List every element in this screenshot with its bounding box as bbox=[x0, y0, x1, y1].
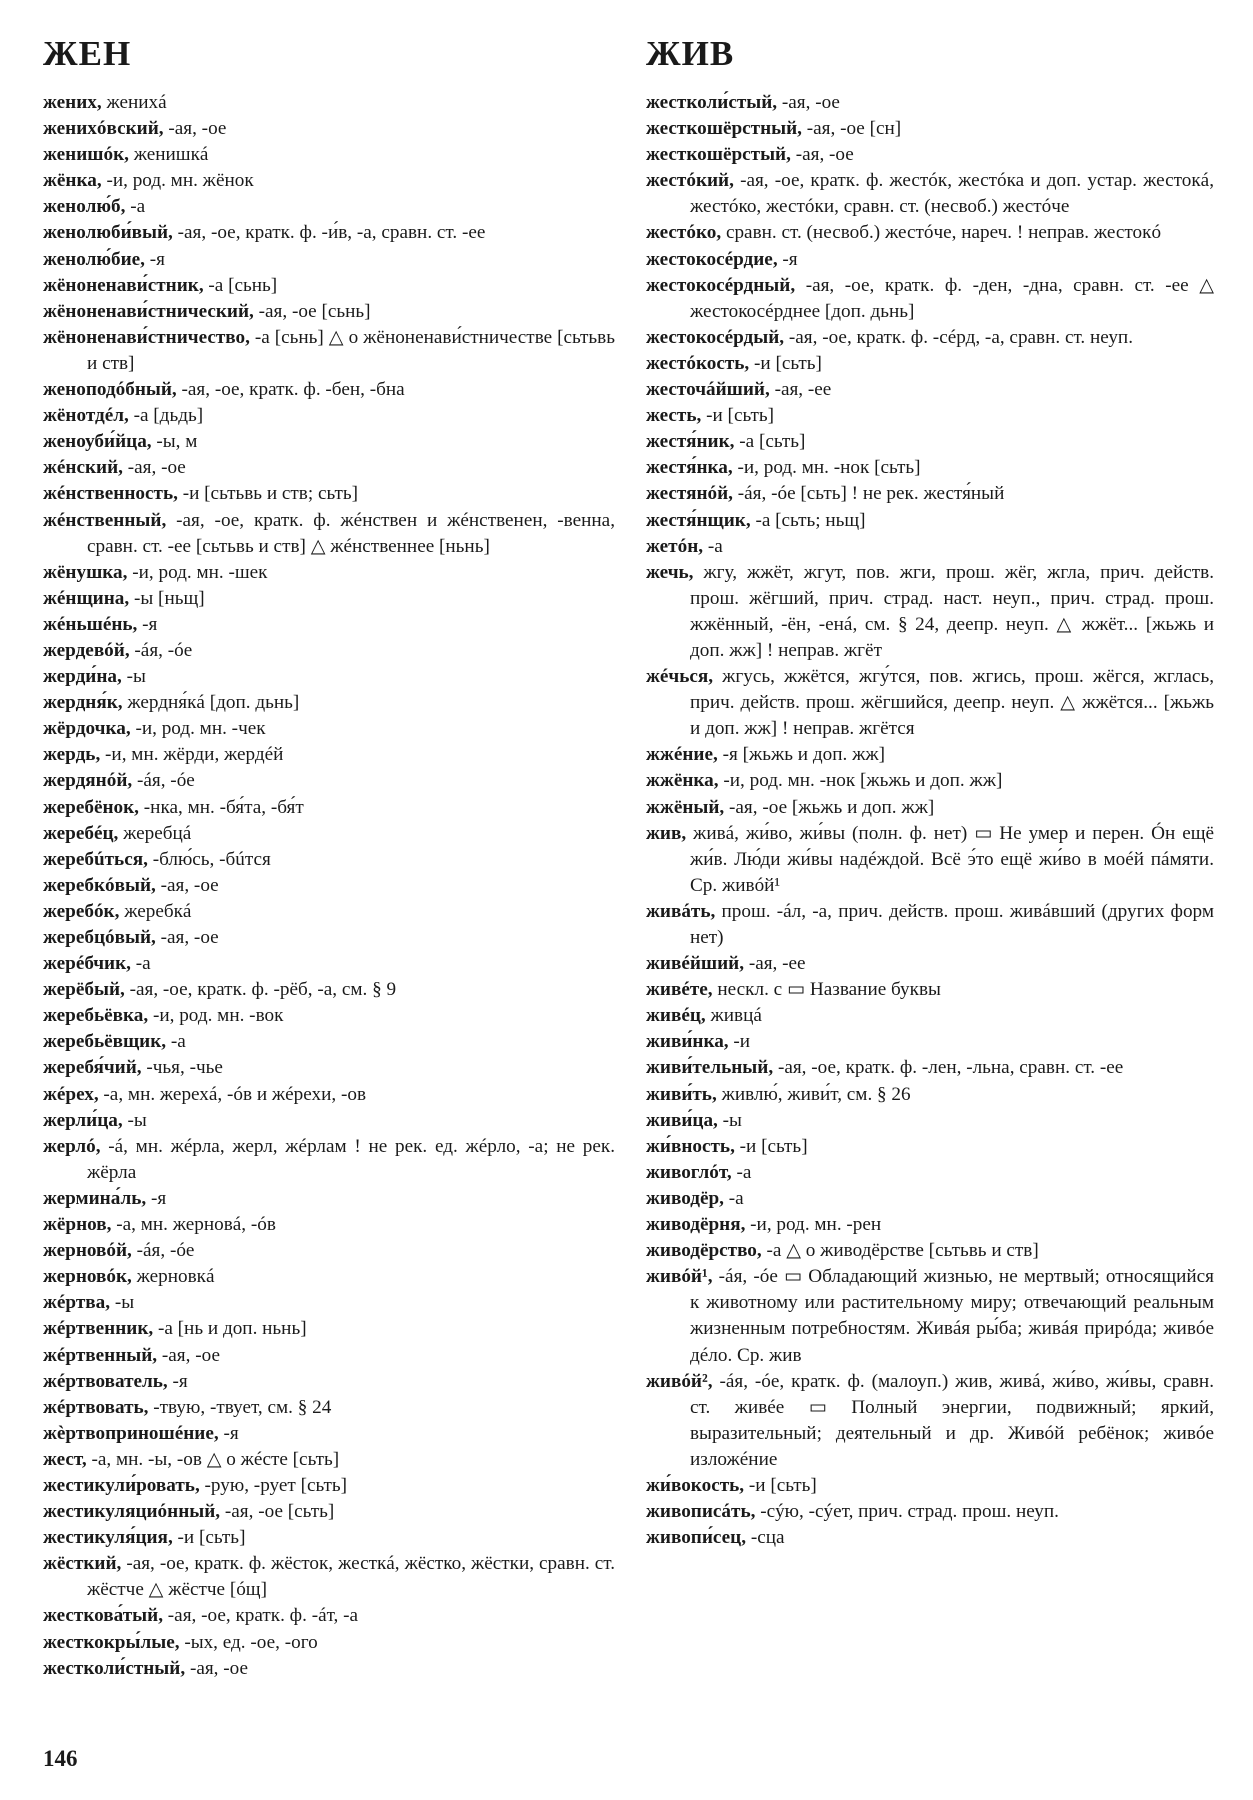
dictionary-entry bbox=[646, 1029, 1214, 1055]
entry-headword: живи́ца, bbox=[646, 1109, 718, 1131]
dictionary-entry bbox=[43, 168, 615, 194]
entry-definition: -и [сьть] bbox=[172, 1527, 246, 1549]
entry-definition: -нка, мн. -бя́та, -бя́т bbox=[138, 796, 304, 818]
dictionary-entry bbox=[646, 168, 1214, 220]
entry-definition: -а bbox=[130, 953, 151, 975]
entry-definition: сравн. ст. (несвоб.) жестóче, нареч. ! неправ. жестокó bbox=[721, 222, 1162, 244]
entry-headword: живодёрство, bbox=[646, 1240, 762, 1262]
entry-definition: -и [сьть] bbox=[734, 1135, 808, 1157]
dictionary-entry bbox=[43, 1343, 615, 1369]
dictionary-entry bbox=[43, 1055, 615, 1081]
entry-definition: -и, род. мн. -шек bbox=[127, 561, 268, 583]
dictionary-entry bbox=[646, 273, 1214, 325]
dictionary-entry bbox=[43, 1551, 615, 1603]
dictionary-entry bbox=[43, 299, 615, 325]
entry-headword: жжёнка, bbox=[646, 770, 719, 792]
entry-definition: жеребцá bbox=[118, 822, 192, 844]
entry-definition: -ая, -ое [сьнь] bbox=[253, 300, 371, 322]
dictionary-entry bbox=[43, 951, 615, 977]
entry-definition: -я bbox=[137, 613, 158, 635]
dictionary-entry bbox=[646, 899, 1214, 951]
entry-headword: жестя́ник, bbox=[646, 431, 735, 453]
entry-definition: -ая, -ое, кратк. ф. -сéрд, -а, сравн. ст. неуп. bbox=[784, 326, 1133, 348]
entry-headword: жéртвенник, bbox=[43, 1318, 154, 1340]
entry-definition: -я bbox=[167, 1370, 188, 1392]
entry-headword: жестокосéрдный, bbox=[646, 274, 796, 296]
dictionary-entry bbox=[646, 1369, 1214, 1473]
entry-headword: жердевóй, bbox=[43, 639, 130, 661]
entry-definition: -а [сьть; ньщ] bbox=[750, 509, 866, 531]
entry-headword: жжёный, bbox=[646, 796, 725, 818]
page-number: 146 bbox=[43, 1746, 78, 1771]
entry-definition: -ая, -ое, кратк. ф. -рёб, -а, см. § 9 bbox=[124, 979, 397, 1001]
entry-headword: жест, bbox=[43, 1448, 87, 1470]
dictionary-entry bbox=[646, 220, 1214, 246]
entry-definition: -а bbox=[731, 1161, 752, 1183]
entry-definition: -ая, -ее bbox=[769, 379, 832, 401]
entry-definition: прош. -áл, -а, прич. действ. прош. живáвший (других форм нет) bbox=[690, 900, 1214, 948]
dictionary-entry bbox=[646, 1473, 1214, 1499]
dictionary-entry bbox=[43, 1447, 615, 1473]
entry-definition: -ая, -ое bbox=[155, 927, 219, 948]
dictionary-entry bbox=[646, 481, 1214, 507]
entry-definition: -а, мн. жерновá, -óв bbox=[111, 1214, 276, 1236]
entry-headword: жёнушка, bbox=[43, 561, 128, 583]
entry-headword: жестóкий, bbox=[646, 170, 734, 192]
dictionary-entry bbox=[43, 560, 615, 586]
entry-definition: -и [сьть] bbox=[701, 405, 774, 427]
entry-definition: -á, мн. жéрла, жерл, жéрлам ! не рек. ед. жéрло, -а; не рек. жёрла bbox=[87, 1135, 615, 1183]
dictionary-entry bbox=[43, 664, 615, 690]
dictionary-entry bbox=[43, 194, 615, 220]
dictionary-entry bbox=[43, 716, 615, 742]
entry-headword: жéнственный, bbox=[43, 509, 167, 531]
entry-headword: живодёр, bbox=[646, 1187, 724, 1209]
entry-definition: -ая, -ее bbox=[744, 953, 806, 975]
dictionary-entry bbox=[43, 1082, 615, 1108]
entry-definition: -а, мн. жерехá, -óв и жéрехи, -ов bbox=[98, 1083, 367, 1105]
entry-definition: нескл. с ▭ Название буквы bbox=[712, 979, 941, 1001]
entry-headword: жéртвователь, bbox=[43, 1370, 168, 1392]
entry-definition: -áя, -óе bbox=[131, 1240, 195, 1262]
entry-headword: жестколи́стный, bbox=[43, 1657, 186, 1679]
entry-headword: жёнотдéл, bbox=[43, 405, 129, 427]
entry-definition: -а bbox=[703, 535, 723, 557]
dictionary-entry bbox=[646, 664, 1214, 742]
entry-definition: -и, мн. жёрди, жердéй bbox=[100, 744, 284, 766]
entry-headword: жестколи́стый, bbox=[646, 92, 778, 113]
entry-headword: жи́вность, bbox=[646, 1135, 735, 1157]
entry-definition: -áя, -óе, кратк. ф. (малоуп.) жив, живá, жи́во, жи́вы, сравн. ст. живéе ▭ Полный энергии, подвижный; яркий, выразительный; деятельный и др. Живóй ребёнок; живóе изложéние bbox=[690, 1370, 1214, 1470]
dictionary-entry bbox=[646, 768, 1214, 794]
entry-definition: -áя, -óе ▭ Обладающий жизнью, не мертвый; относящийся к животному или растительному миру; отвечающий реальным жизненным потребностям. Живáя ры́ба; живáя прирóда; живóе дéло. Ср. жив bbox=[690, 1266, 1214, 1366]
entry-definition: -а bbox=[723, 1187, 744, 1209]
entry-headword: жеребцóвый, bbox=[43, 927, 156, 948]
entry-headword: жермина́ль, bbox=[43, 1187, 147, 1209]
dictionary-entry bbox=[43, 977, 615, 1003]
dictionary-entry bbox=[43, 1264, 615, 1290]
dictionary-entry bbox=[646, 1238, 1214, 1264]
entry-headword: живи́тельный, bbox=[646, 1057, 774, 1079]
entry-definition: -и [сьтьвь и ств; сьть] bbox=[177, 483, 359, 505]
entry-headword: жеребя́чий, bbox=[43, 1057, 142, 1079]
entry-definition: -а [сьть] bbox=[734, 431, 806, 453]
entry-headword: жерди́на, bbox=[43, 666, 122, 688]
dictionary-entry bbox=[43, 220, 615, 246]
entry-definition: -ы bbox=[121, 666, 146, 688]
entry-headword: жестянóй, bbox=[646, 483, 733, 505]
entry-definition: -ых, ед. -ое, -ого bbox=[179, 1631, 318, 1653]
entry-definition: жгу, жжёт, жгут, пов. жги, прош. жёг, жгла, прич. действ. прош. жёгший, прич. страд. наст. неуп., прич. страд. прош. жжённый, -ён, -енá, см. § 24, деепр. неуп. △ жжёт... [жьжь и доп. жж] ! неправ. жгёт bbox=[690, 561, 1214, 661]
entry-headword: женихóвский, bbox=[43, 118, 164, 140]
dictionary-entry bbox=[646, 1055, 1214, 1081]
dictionary-entry bbox=[646, 1186, 1214, 1212]
entry-definition: -áя, -óе bbox=[129, 639, 193, 661]
entry-headword: жèртвоприношéние, bbox=[43, 1422, 219, 1444]
dictionary-entry bbox=[646, 429, 1214, 455]
dictionary-entry bbox=[646, 116, 1214, 142]
dictionary-entry bbox=[43, 377, 615, 403]
dictionary-entry bbox=[646, 977, 1214, 1003]
dictionary-entry bbox=[43, 325, 615, 377]
entry-headword: живи́нка, bbox=[646, 1031, 729, 1053]
dictionary-entry bbox=[646, 1160, 1214, 1186]
entry-headword: женишóк, bbox=[43, 144, 129, 166]
dictionary-entry bbox=[646, 351, 1214, 377]
entry-definition: -а bbox=[125, 196, 146, 218]
dictionary-entry bbox=[646, 142, 1214, 168]
dictionary-entry bbox=[646, 508, 1214, 534]
running-header-right: ЖИВ bbox=[646, 34, 735, 73]
entry-definition: женихá bbox=[101, 92, 167, 113]
entry-headword: жёноненави́стник, bbox=[43, 274, 204, 296]
dictionary-entry bbox=[43, 142, 615, 168]
dictionary-entry bbox=[43, 429, 615, 455]
dictionary-entry bbox=[43, 1134, 615, 1186]
entry-headword: жестя́нщик, bbox=[646, 509, 751, 531]
dictionary-entry bbox=[43, 403, 615, 429]
entry-headword: жéчься, bbox=[646, 666, 714, 688]
entry-headword: жёноненави́стнический, bbox=[43, 300, 254, 322]
entry-headword: живéте, bbox=[646, 979, 713, 1001]
entry-headword: жених, bbox=[43, 92, 102, 113]
entry-definition: -а bbox=[166, 1031, 186, 1053]
entry-headword: живоглóт, bbox=[646, 1161, 732, 1183]
entry-definition: -ая, -ое, кратк. ф. жёсток, жесткá, жёстко, жёстки, сравн. ст. жёстче △ жёстче [óщ] bbox=[87, 1553, 615, 1601]
entry-headword: жерёбый, bbox=[43, 979, 125, 1001]
entry-headword: женоуби́йца, bbox=[43, 431, 152, 453]
entry-headword: женоподóбный, bbox=[43, 379, 177, 401]
dictionary-entry bbox=[43, 638, 615, 664]
dictionary-entry bbox=[43, 1630, 615, 1656]
entry-definition: -ы bbox=[122, 1109, 147, 1131]
dictionary-entry bbox=[43, 847, 615, 873]
dictionary-entry bbox=[646, 1212, 1214, 1238]
entry-headword: жеребьёвщик, bbox=[43, 1031, 167, 1053]
entry-headword: живописáть, bbox=[646, 1501, 756, 1523]
entry-definition: -и [сьть] bbox=[744, 1474, 817, 1496]
dictionary-entry bbox=[43, 899, 615, 925]
dictionary-entry bbox=[43, 1369, 615, 1395]
entry-definition: -áя, -óе bbox=[132, 770, 195, 792]
dictionary-entry bbox=[43, 925, 615, 951]
entry-definition: -ы bbox=[717, 1109, 742, 1131]
entry-headword: жерлó, bbox=[43, 1135, 101, 1157]
entry-definition: живцá bbox=[705, 1005, 762, 1027]
entry-definition: -ы bbox=[110, 1292, 135, 1314]
dictionary-entry bbox=[646, 1525, 1214, 1551]
entry-definition: -я [жьжь и доп. жж] bbox=[717, 744, 885, 766]
entry-headword: жéнственность, bbox=[43, 483, 178, 505]
entry-definition: -ая, -ое bbox=[157, 1344, 220, 1366]
entry-headword: жестóкость, bbox=[646, 352, 750, 374]
entry-headword: жесть, bbox=[646, 405, 702, 427]
entry-headword: жеребúться, bbox=[43, 848, 148, 870]
dictionary-entry bbox=[43, 1003, 615, 1029]
dictionary-entry bbox=[43, 508, 615, 560]
entry-headword: жеребёнок, bbox=[43, 796, 139, 818]
entry-headword: жи́вокость, bbox=[646, 1474, 745, 1496]
entry-definition: -ы, м bbox=[151, 431, 198, 453]
dictionary-entry bbox=[43, 1421, 615, 1447]
dictionary-entry bbox=[43, 481, 615, 507]
dictionary-entry bbox=[646, 247, 1214, 273]
entry-headword: жетóн, bbox=[646, 535, 704, 557]
dictionary-entry bbox=[646, 1003, 1214, 1029]
entry-headword: жерли́ца, bbox=[43, 1109, 123, 1131]
entry-definition: -чья, -чье bbox=[141, 1057, 223, 1079]
dictionary-entry bbox=[43, 1395, 615, 1421]
dictionary-entry bbox=[646, 795, 1214, 821]
entry-headword: жесткошёрстый, bbox=[646, 144, 791, 166]
dictionary-entry bbox=[43, 1316, 615, 1342]
entry-headword: жёрнов, bbox=[43, 1214, 112, 1236]
entry-definition: -блю́сь, -бúтся bbox=[147, 848, 271, 870]
entry-headword: жесткова́тый, bbox=[43, 1605, 163, 1627]
entry-headword: жéнщина, bbox=[43, 587, 130, 609]
dictionary-entry bbox=[646, 1082, 1214, 1108]
entry-definition: жерновкá bbox=[131, 1266, 215, 1288]
dictionary-entry bbox=[646, 403, 1214, 429]
entry-headword: живéц, bbox=[646, 1005, 706, 1027]
entry-headword: жесткокры́лые, bbox=[43, 1631, 180, 1653]
entry-headword: жёсткий, bbox=[43, 1553, 122, 1575]
dictionary-entry bbox=[43, 116, 615, 142]
entry-definition: -ая, -ое bbox=[790, 144, 854, 166]
entry-headword: жеребóк, bbox=[43, 900, 120, 922]
entry-definition: -ая, -ое, кратк. ф. -и́в, -а, сравн. ст. -ее bbox=[172, 222, 486, 244]
entry-headword: жеребкóвый, bbox=[43, 874, 156, 896]
entry-headword: живи́ть, bbox=[646, 1083, 717, 1105]
entry-definition: -и, род. мн. жёнок bbox=[101, 170, 254, 192]
entry-definition: -ая, -ое bbox=[155, 874, 219, 896]
entry-headword: жéртвовать, bbox=[43, 1396, 149, 1418]
entry-definition: -ая, -ое, кратк. ф. -áт, -а bbox=[163, 1605, 359, 1627]
entry-headword: жéрех, bbox=[43, 1083, 99, 1105]
entry-definition: жеребкá bbox=[119, 900, 192, 922]
entry-headword: жестикули́ровать, bbox=[43, 1474, 200, 1496]
entry-headword: жесточáйший, bbox=[646, 379, 770, 401]
entry-headword: жерновóк, bbox=[43, 1266, 132, 1288]
dictionary-entry bbox=[646, 821, 1214, 899]
entry-definition: -ая, -ое [жьжь и доп. жж] bbox=[724, 796, 935, 818]
dictionary-entry bbox=[43, 690, 615, 716]
dictionary-entry bbox=[646, 1264, 1214, 1368]
entry-headword: живóй¹, bbox=[646, 1266, 713, 1288]
dictionary-entry bbox=[43, 768, 615, 794]
entry-headword: жердь, bbox=[43, 744, 101, 766]
dictionary-entry bbox=[43, 1499, 615, 1525]
dictionary-entry bbox=[43, 821, 615, 847]
dictionary-entry bbox=[43, 1290, 615, 1316]
dictionary-entry bbox=[43, 247, 615, 273]
entry-headword: жёноненави́стничество, bbox=[43, 326, 250, 348]
entry-headword: жечь, bbox=[646, 561, 694, 583]
dictionary-entry bbox=[43, 742, 615, 768]
entry-definition: -и [сьть] bbox=[749, 352, 822, 374]
entry-definition: -а [нь и доп. ньнь] bbox=[153, 1318, 307, 1340]
entry-headword: жесткошёрстный, bbox=[646, 118, 802, 140]
dictionary-entry bbox=[43, 873, 615, 899]
entry-headword: живодёрня, bbox=[646, 1214, 746, 1236]
entry-definition: -и, род. мн. -рен bbox=[745, 1214, 882, 1236]
dictionary-entry bbox=[646, 1134, 1214, 1160]
entry-headword: жеребьёвка, bbox=[43, 1005, 149, 1027]
entry-definition: жердня́кá [доп. дьнь] bbox=[122, 692, 300, 714]
entry-definition: -я bbox=[144, 248, 165, 270]
entry-headword: жерновóй, bbox=[43, 1240, 132, 1262]
dictionary-entry bbox=[43, 612, 615, 638]
entry-definition: -я bbox=[146, 1187, 167, 1209]
entry-definition: -и, род. мн. -чек bbox=[130, 718, 266, 740]
running-header-left: ЖЕН bbox=[43, 34, 132, 73]
entry-headword: женолю́б, bbox=[43, 196, 126, 218]
entry-definition: живá, жи́во, жи́вы (полн. ф. нет) ▭ Не умер и перен. Óн ещё жи́в. Лю́ди жи́вы надéждой. Всё э́то ещё жи́во в моéй пáмяти. Ср. живóй¹ bbox=[686, 822, 1214, 896]
entry-definition: -а [сьнь] △ о жёноненави́стничестве [сьтьвь и ств] bbox=[87, 326, 615, 374]
entry-headword: жестокосéрдие, bbox=[646, 248, 778, 270]
entry-headword: жерéбчик, bbox=[43, 953, 131, 975]
dictionary-entry bbox=[43, 455, 615, 481]
entry-headword: жестикуляциóнный, bbox=[43, 1501, 221, 1523]
dictionary-entry bbox=[43, 1108, 615, 1134]
entry-definition: -ы [ньщ] bbox=[129, 587, 205, 609]
entry-headword: жéнский, bbox=[43, 457, 123, 479]
entry-headword: жестокосéрдый, bbox=[646, 326, 785, 348]
dictionary-entry bbox=[43, 1029, 615, 1055]
dictionary-entry bbox=[646, 1499, 1214, 1525]
entry-definition: -ая, -ое, кратк. ф. жéнствен и жéнственен, -венна, сравн. ст. -ее [сьтьвь и ств] △ жéнственнее [ньнь] bbox=[87, 509, 615, 557]
entry-definition: женишкá bbox=[128, 144, 209, 166]
dictionary-entry bbox=[43, 90, 615, 116]
entry-headword: жердня́к, bbox=[43, 692, 123, 714]
dictionary-entry bbox=[43, 1238, 615, 1264]
dictionary-entry bbox=[43, 1525, 615, 1551]
dictionary-entry bbox=[43, 1603, 615, 1629]
entry-headword: женолю́бие, bbox=[43, 248, 145, 270]
entry-headword: жéртвенный, bbox=[43, 1344, 158, 1366]
dictionary-entry bbox=[646, 951, 1214, 977]
entry-definition: -а [сьнь] bbox=[203, 274, 278, 296]
dictionary-entry bbox=[43, 1656, 615, 1682]
entry-definition: -ая, -ое bbox=[163, 118, 227, 140]
entry-definition: -ая, -ое, кратк. ф. -ден, -дна, сравн. ст. -ее △ жестокосéрднее [доп. дьнь] bbox=[690, 274, 1214, 322]
entry-headword: жёнка, bbox=[43, 170, 102, 192]
entry-definition: -ая, -ое, кратк. ф. -лен, -льна, сравн. ст. -ее bbox=[773, 1057, 1124, 1079]
entry-definition: -ая, -ое bbox=[122, 457, 186, 479]
entry-definition: -сца bbox=[746, 1527, 785, 1549]
dictionary-entry bbox=[43, 795, 615, 821]
entry-definition: жгусь, жжётся, жгу́тся, пов. жгись, прош. жёгся, жглась, прич. действ. прош. жёгшийся, деепр. неуп. △ жжётся... [жьжь и доп. жж] ! неправ. жгётся bbox=[690, 666, 1214, 740]
entry-headword: живéйший, bbox=[646, 953, 745, 975]
dictionary-entry bbox=[646, 325, 1214, 351]
entry-headword: жестя́нка, bbox=[646, 457, 733, 479]
entry-headword: жёрдочка, bbox=[43, 718, 131, 740]
entry-definition: -а [дьдь] bbox=[128, 405, 204, 427]
dictionary-entry bbox=[646, 742, 1214, 768]
dictionary-entry bbox=[43, 586, 615, 612]
dictionary-entry bbox=[646, 560, 1214, 664]
entry-headword: живóй², bbox=[646, 1370, 713, 1392]
entry-definition: -ая, -ое, кратк. ф. -бен, -бна bbox=[176, 379, 405, 401]
entry-definition: -ая, -ое bbox=[777, 92, 840, 113]
entry-headword: жердянóй, bbox=[43, 770, 133, 792]
entry-definition: -сýю, -сýет, прич. страд. прош. неуп. bbox=[755, 1501, 1059, 1523]
entry-headword: живопи́сец, bbox=[646, 1527, 747, 1549]
entry-headword: жестóко, bbox=[646, 222, 722, 244]
dictionary-entry bbox=[646, 90, 1214, 116]
entry-headword: жестикуля́ция, bbox=[43, 1527, 173, 1549]
entry-headword: жив, bbox=[646, 822, 687, 844]
entry-headword: жеребéц, bbox=[43, 822, 119, 844]
entry-definition: -а △ о живодёрстве [сьтьвь и ств] bbox=[761, 1240, 1039, 1262]
entry-definition: -ая, -ое, кратк. ф. жестóк, жестóка и доп. устар. жестокá, жестóко, жестóки, сравн. ст. (несвоб.) жестóче bbox=[690, 170, 1214, 218]
entry-headword: жéньшéнь, bbox=[43, 613, 138, 635]
entry-definition: -твую, -твует, см. § 24 bbox=[148, 1396, 332, 1418]
right-column bbox=[646, 90, 1214, 1551]
entry-definition: живлю́, живи́т, см. § 26 bbox=[716, 1083, 911, 1105]
dictionary-entry bbox=[43, 1473, 615, 1499]
dictionary-entry bbox=[43, 1186, 615, 1212]
entry-definition: -ая, -ое [сьть] bbox=[220, 1501, 335, 1523]
entry-definition: -и bbox=[728, 1031, 751, 1053]
entry-definition: -я bbox=[777, 248, 798, 270]
entry-definition: -ая, -ое bbox=[185, 1657, 249, 1679]
entry-definition: -я bbox=[218, 1422, 239, 1444]
entry-headword: живáть, bbox=[646, 900, 716, 922]
dictionary-entry bbox=[646, 534, 1214, 560]
dictionary-entry bbox=[43, 1212, 615, 1238]
entry-definition: -áя, -óе [сьть] ! не рек. жестя́ный bbox=[732, 483, 1005, 505]
entry-definition: -и, род. мн. -нок [сьть] bbox=[732, 457, 921, 479]
dictionary-entry bbox=[646, 1108, 1214, 1134]
dictionary-entry bbox=[646, 377, 1214, 403]
dictionary-entry bbox=[43, 273, 615, 299]
entry-definition: -и, род. мн. -нок [жьжь и доп. жж] bbox=[718, 770, 1003, 792]
entry-definition: -а, мн. -ы, -ов △ о жéсте [сьть] bbox=[86, 1448, 340, 1470]
dictionary-entry bbox=[646, 455, 1214, 481]
entry-headword: женолюби́вый, bbox=[43, 222, 173, 244]
entry-definition: -и, род. мн. -вок bbox=[148, 1005, 284, 1027]
entry-headword: жжéние, bbox=[646, 744, 718, 766]
entry-definition: -ая, -ое [сн] bbox=[801, 118, 902, 140]
left-column bbox=[43, 90, 615, 1682]
entry-definition: -рую, -рует [сьть] bbox=[199, 1474, 348, 1496]
entry-headword: жéртва, bbox=[43, 1292, 111, 1314]
